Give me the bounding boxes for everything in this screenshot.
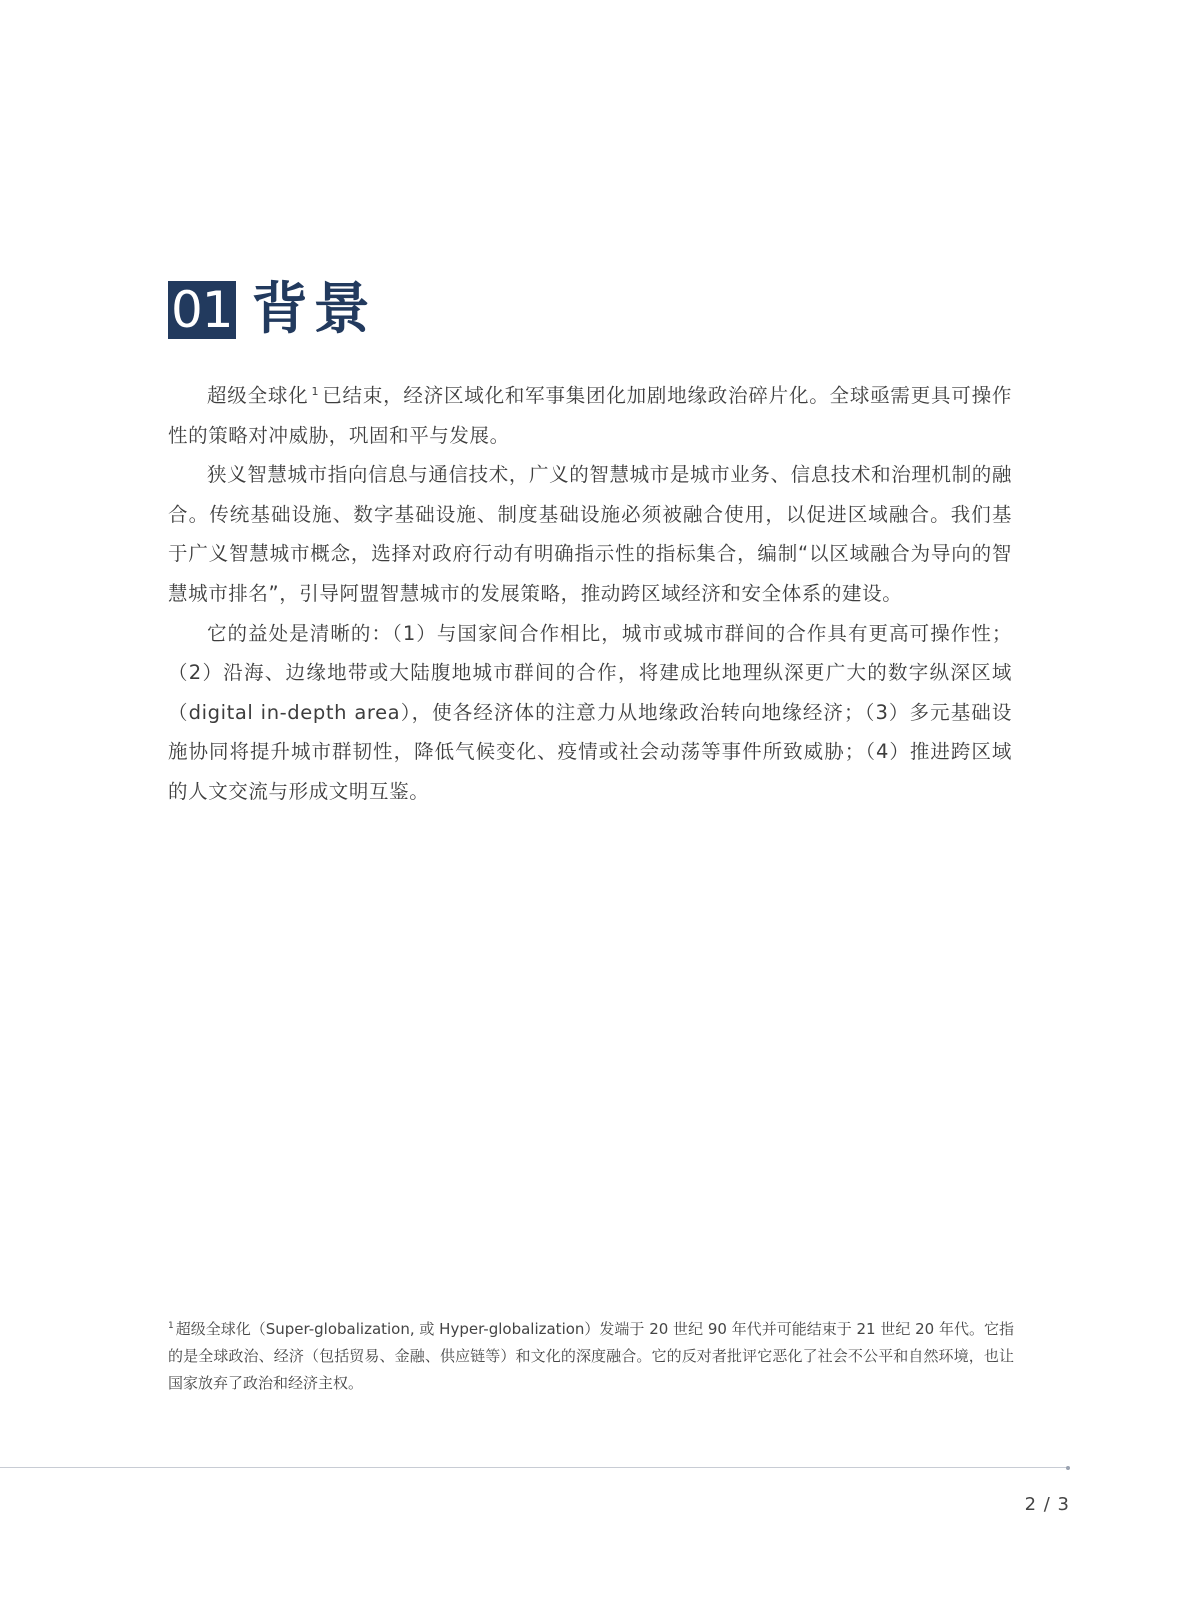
section-title: 背景: [251, 277, 376, 342]
footnote: [168, 1316, 1014, 1397]
footnote-reference[interactable]: 1: [311, 384, 320, 398]
section-heading: [168, 277, 376, 342]
body-text: [168, 376, 1012, 812]
section-number-badge: 01: [168, 281, 236, 339]
paragraph-2: 狭义智慧城市指向信息与通信技术，广义的智慧城市是城市业务、信息技术和治理机制的融合。传统基础设施、数字基础设施、制度基础设施必须被融合使用，以促进区域融合。我们基于广义智慧城市概念，选择对政府行动有明确指示性的指标集合，编制“以区域融合为导向的智慧城市排名”，引导阿盟智慧城市的发展策略，推动跨区域经济和安全体系的建设。: [168, 463, 1012, 605]
paragraph-3: 它的益处是清晰的：（1）与国家间合作相比，城市或城市群间的合作具有更高可操作性；（2）沿海、边缘地带或大陆腹地城市群间的合作，将建成比地理纵深更广大的数字纵深区域（digital in-depth area），使各经济体的注意力从地缘政治转向地缘经济；（3）多元基础设施协同将提升城市群韧性，降低气候变化、疫情或社会动荡等事件所致威胁；（4）推进跨区域的人文交流与形成文明互鉴。: [168, 621, 1012, 803]
page-number: 2 / 3: [1024, 1494, 1070, 1515]
footer-divider-end-dot: [1066, 1466, 1070, 1470]
footnote-text: 超级全球化（Super-globalization, 或 Hyper-globalization）发端于 20 世纪 90 年代并可能结束于 21 世纪 20 年代。它指的是全球政治、经济（包括贸易、金融、供应链等）和文化的深度融合。它的反对者批评它恶化了社会不公平和自然环境，也让国家放弃了政治和经济主权。: [168, 1320, 1014, 1392]
footer-divider: [0, 1467, 1068, 1468]
paragraph-1: [168, 376, 1012, 455]
paragraph-1-lead: 超级全球化: [207, 384, 309, 407]
paragraph-1-rest: 已结束，经济区域化和军事集团化加剧地缘政治碎片化。全球亟需更具可操作性的策略对冲威胁，巩固和平与发展。: [168, 384, 1012, 447]
footnote-number: 1: [168, 1321, 174, 1331]
